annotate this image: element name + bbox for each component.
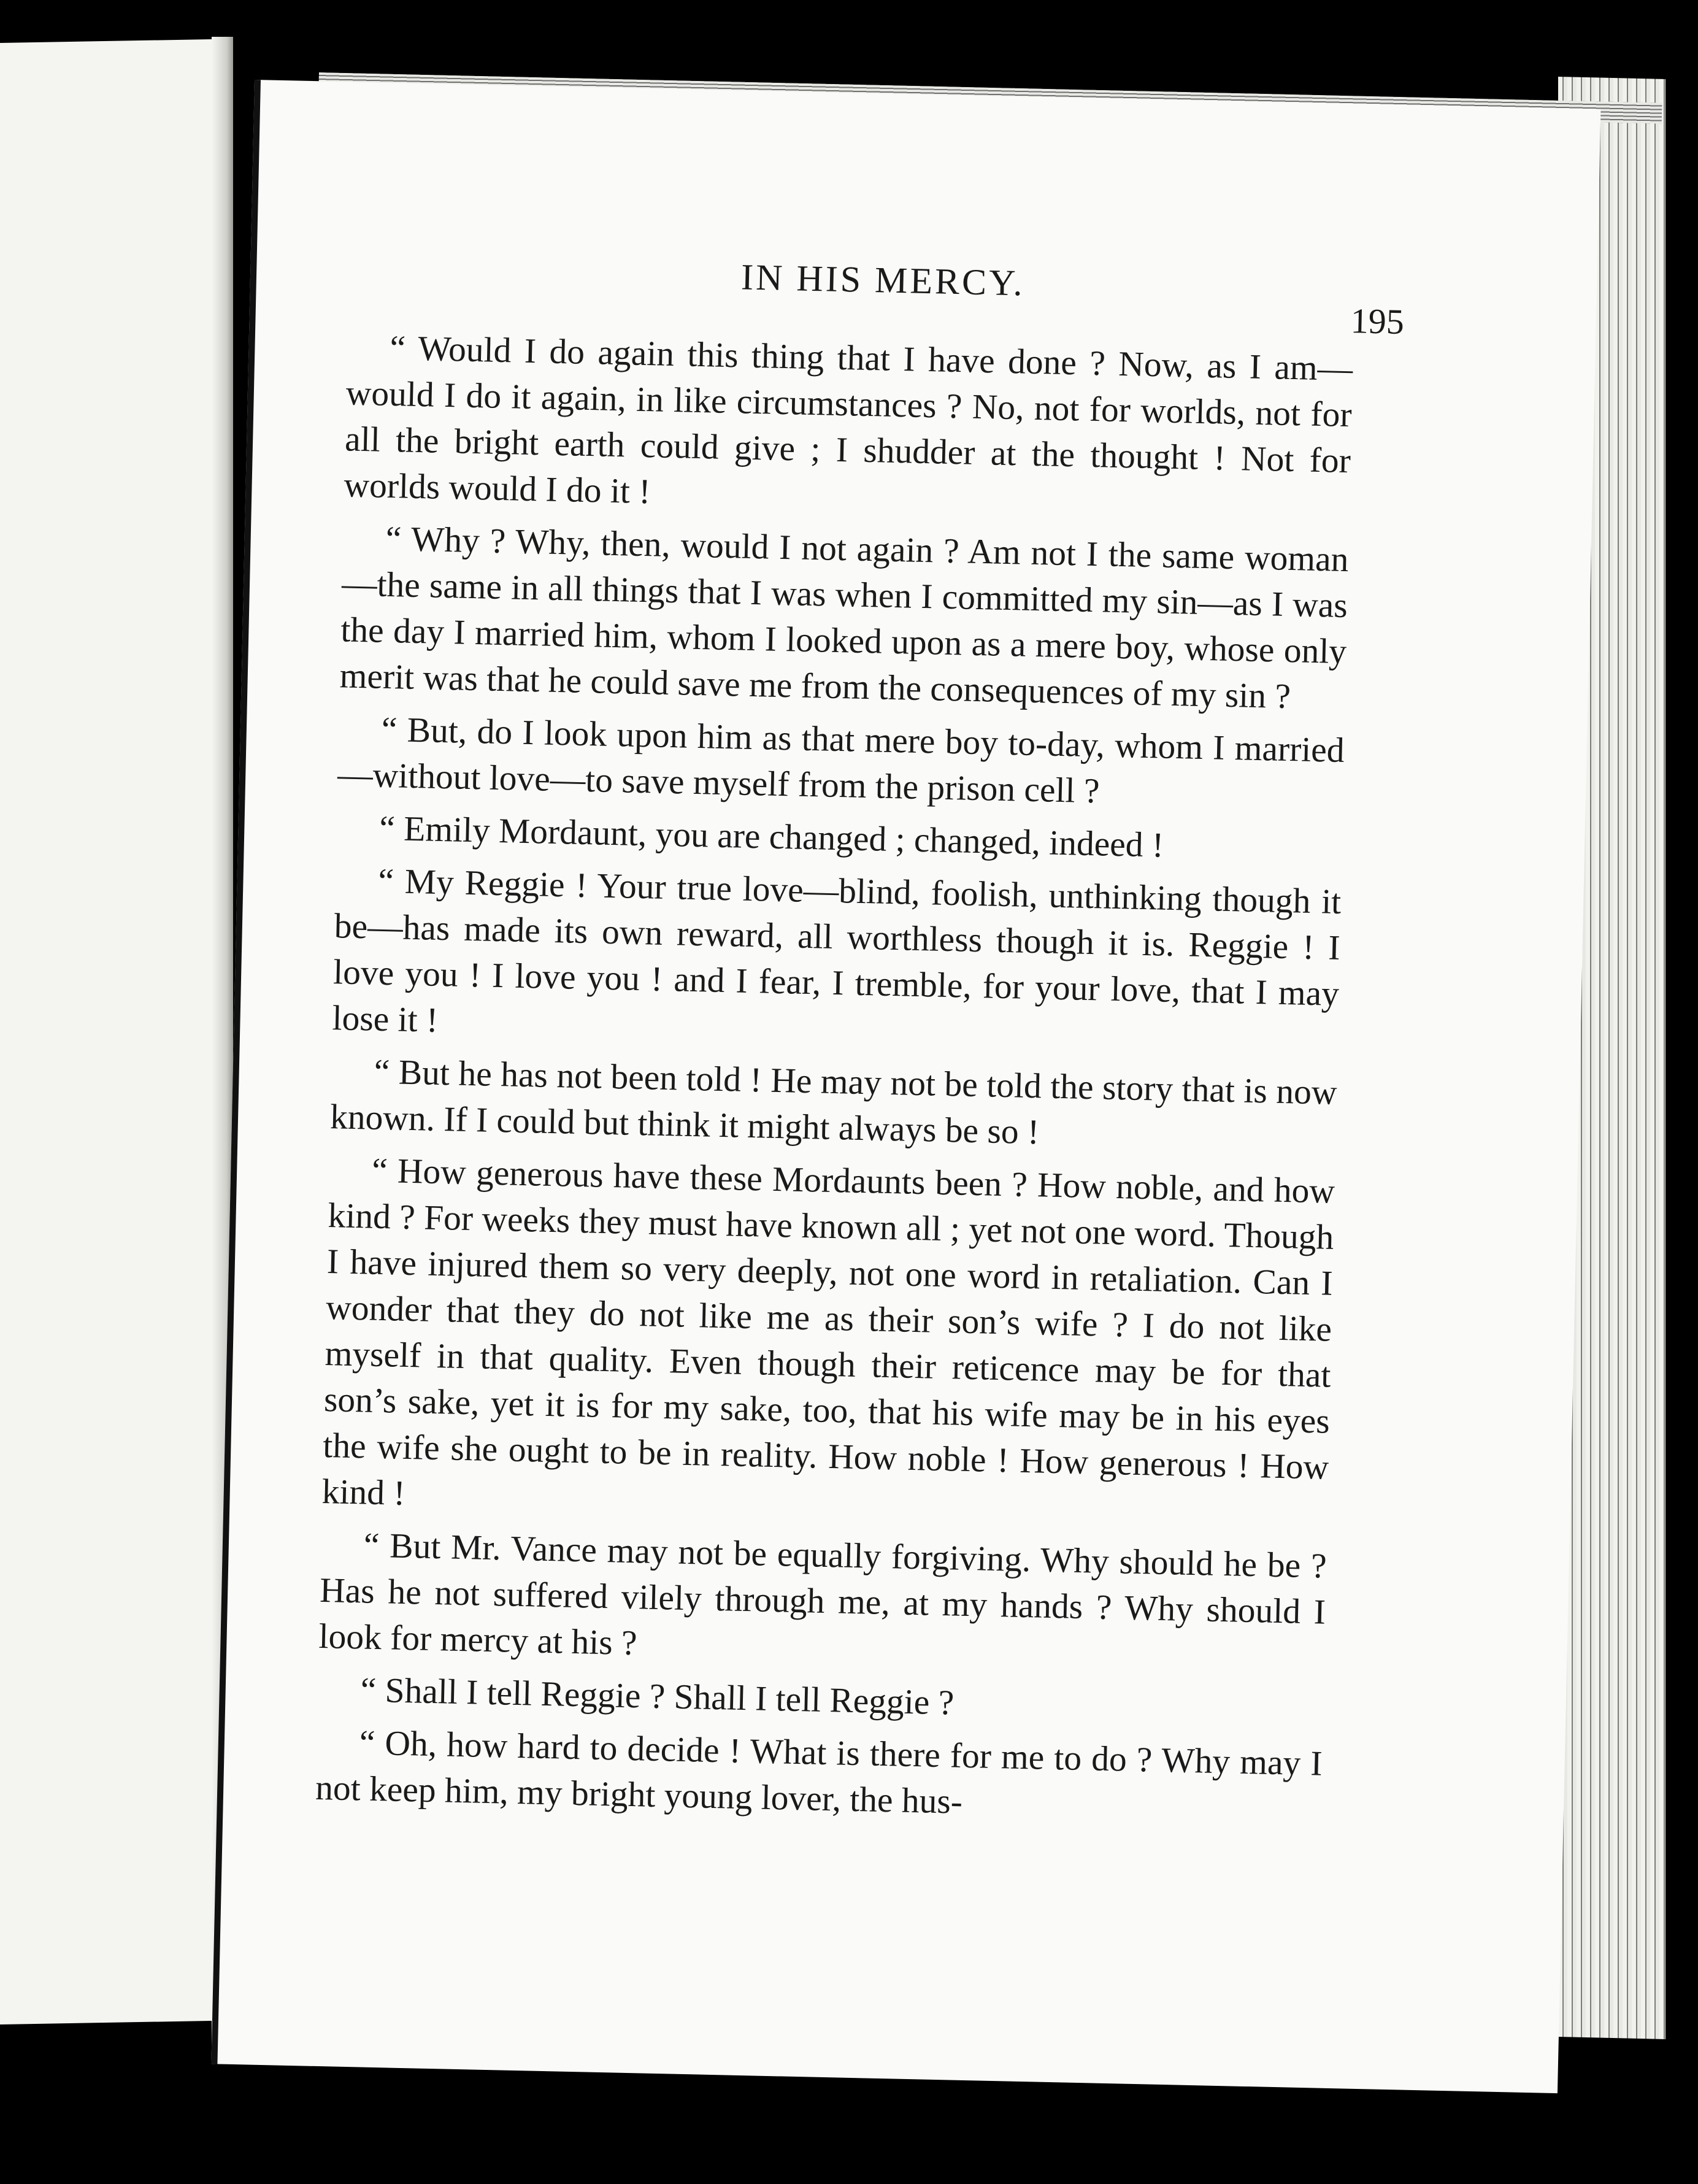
paragraph: “ But Mr. Vance may not be equally forgiving. Why should he be ? Has he not suffered vilely through me, at my hands ? Why should I look for mercy at his ? [318,1526,1327,1663]
facing-page [0,39,232,2024]
paragraph: “ How generous have these Mordaunts been ? How noble, and how kind ? For weeks they must have known all ; yet not one word. Though I have injured them so very deeply, not one word in retaliation. Can I wonder that they do not like me as their son’s wife ? I do not like myself in that quality. Even though their reticence may be for that son’s sake, yet it is for my sake, too, that his wife may be in his eyes the wife she ought to be in reality. How noble ! How generous ! How kind ! [321,1151,1335,1513]
paragraph: “ Shall I tell Reggie ? Shall I tell Reggie ? [360,1671,955,1723]
paragraph: “ My Reggie ! Your true love—blind, foolish, unthinking though it be—has made its own reward, all worthless though it is. Reggie ! I love you ! I love you ! and I fear, I tremble, for your love, that I may lose it ! [331,861,1342,1040]
paragraph: “ But he has not been told ! He may not be told the story that is now known. If I could but think it might always be so ! [329,1052,1338,1152]
page-number: 195 [1350,301,1405,342]
paragraph: “ Oh, how hard to decide ! What is there for me to do ? Why may I not keep him, my bright young lover, the hus- [315,1723,1323,1821]
paragraph: “ Emily Mordaunt, you are changed ; changed, indeed ! [378,809,1164,865]
main-page [211,80,1600,2093]
paragraph: “ Why ? Why, then, would I not again ? Am not I the same woman—the same in all things that I was when I committed my sin—as I was the day I married him, whom I looked upon as a mere boy, whose only merit was that he could save me from the consequences of my sin ? [339,519,1350,717]
running-head: IN HIS MERCY. [740,256,1026,304]
body-text [315,324,1353,1839]
paragraph: “ Would I do again this thing that I have done ? Now, as I am—would I do it again, in like circumstances ? No, not for worlds, not for all the bright earth could give ; I shudder at the thought ! Not for worlds would I do it ! [343,328,1353,512]
paragraph: “ But, do I look upon him as that mere boy to-day, whom I married—without love—to save myself from the prison cell ? [337,710,1345,811]
